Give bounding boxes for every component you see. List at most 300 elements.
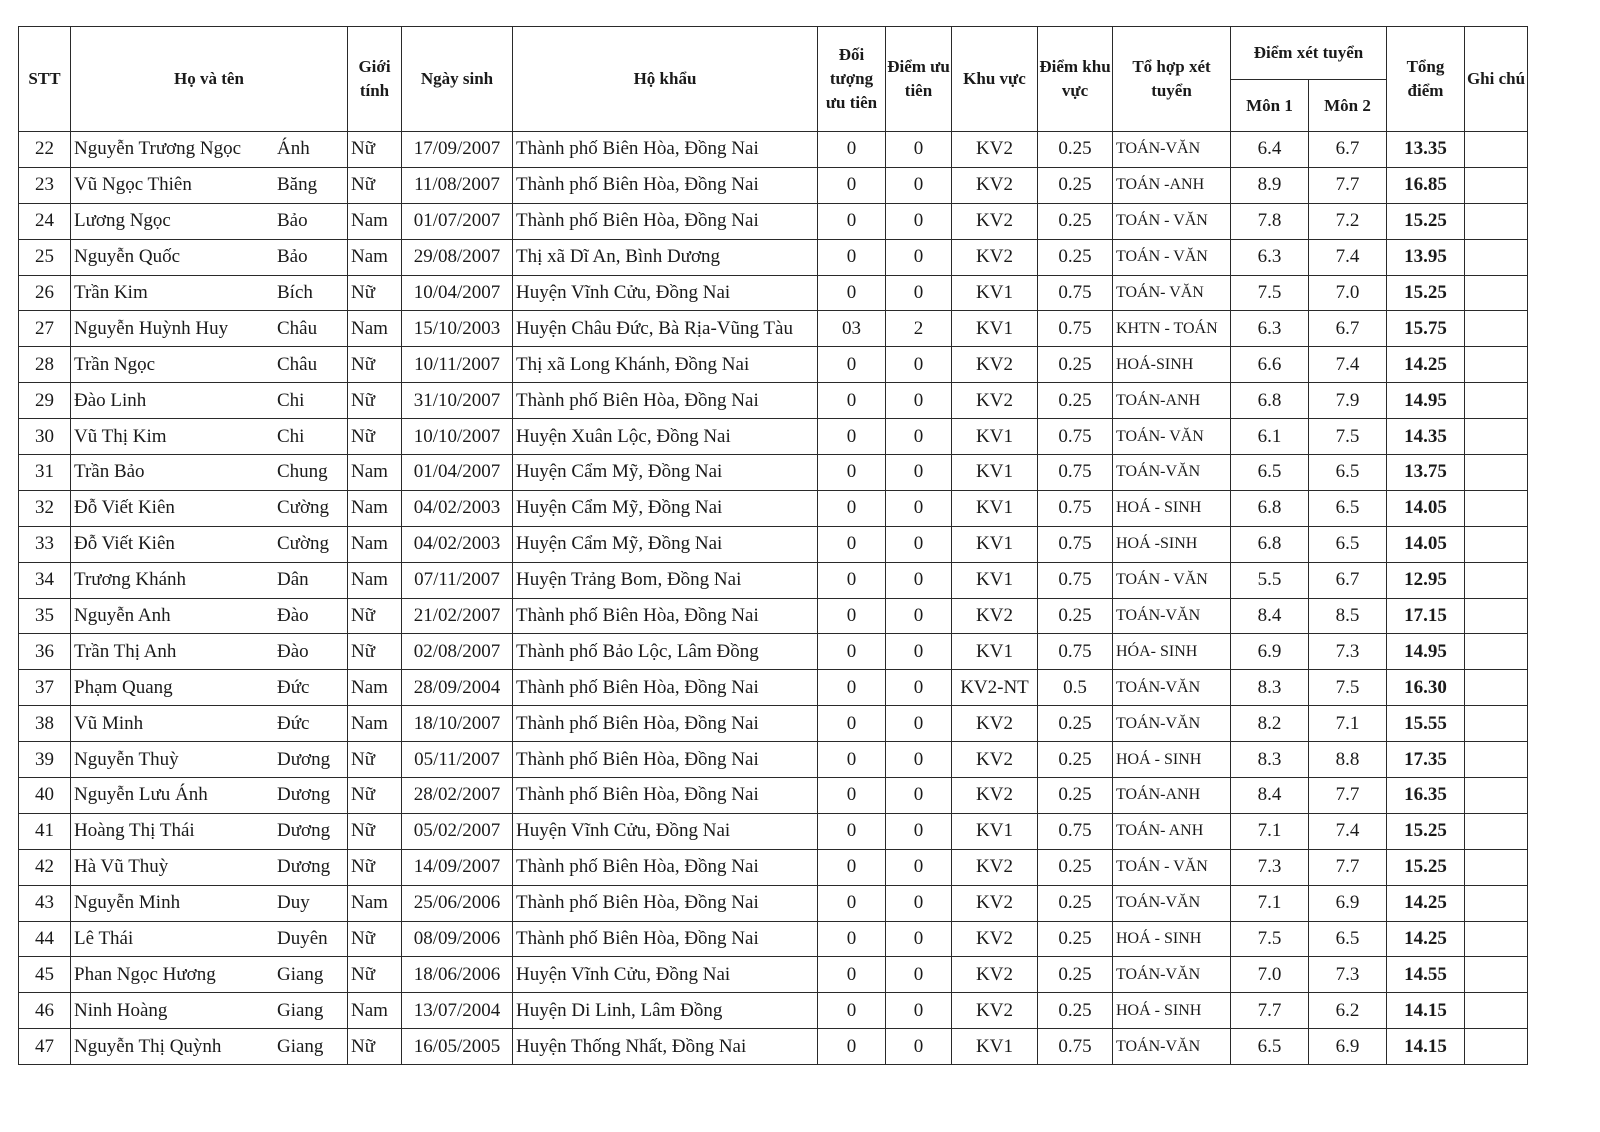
cell-stt: 35 [19,598,71,634]
cell-priority-group: 0 [818,490,886,526]
cell-subject1: 7.8 [1231,203,1309,239]
cell-stt: 24 [19,203,71,239]
cell-area: KV2-NT [952,670,1038,706]
cell-total: 15.75 [1387,311,1465,347]
cell-residence: Thành phố Bảo Lộc, Lâm Đồng [513,634,818,670]
cell-priority-score: 0 [886,490,952,526]
cell-priority-score: 0 [886,167,952,203]
cell-combination: TOÁN- VĂN [1113,275,1231,311]
cell-first-name: Đức [277,676,310,698]
cell-subject1: 6.4 [1231,132,1309,168]
cell-dob: 05/02/2007 [402,813,513,849]
cell-name [71,957,348,993]
cell-priority-score: 0 [886,993,952,1029]
cell-note [1465,849,1528,885]
cell-area: KV2 [952,132,1038,168]
cell-combination: TOÁN-VĂN [1113,598,1231,634]
cell-total: 14.05 [1387,526,1465,562]
cell-name [71,419,348,455]
cell-residence: Huyện Thống Nhất, Đồng Nai [513,1029,818,1065]
cell-dob: 28/02/2007 [402,778,513,814]
cell-area-score: 0.75 [1038,419,1113,455]
cell-area: KV2 [952,167,1038,203]
cell-total: 14.25 [1387,347,1465,383]
cell-area-score: 0.25 [1038,921,1113,957]
cell-dob: 31/10/2007 [402,383,513,419]
cell-priority-score: 0 [886,526,952,562]
cell-total: 14.25 [1387,885,1465,921]
cell-priority-group: 0 [818,347,886,383]
cell-last-name: Ninh Hoàng [74,999,168,1021]
cell-last-name: Phạm Quang [74,676,173,698]
cell-note [1465,706,1528,742]
cell-residence: Thị xã Dĩ An, Bình Dương [513,239,818,275]
cell-priority-score: 0 [886,203,952,239]
cell-combination: TOÁN - VĂN [1113,239,1231,275]
cell-stt: 40 [19,778,71,814]
cell-residence: Thành phố Biên Hòa, Đồng Nai [513,598,818,634]
cell-residence: Thành phố Biên Hòa, Đồng Nai [513,778,818,814]
cell-name [71,813,348,849]
cell-priority-group: 0 [818,383,886,419]
cell-combination: TOÁN- ANH [1113,813,1231,849]
cell-name [71,706,348,742]
cell-subject2: 6.5 [1309,921,1387,957]
cell-subject2: 7.2 [1309,203,1387,239]
header-subject2: Môn 2 [1309,80,1387,132]
cell-area-score: 0.75 [1038,1029,1113,1065]
cell-subject2: 7.1 [1309,706,1387,742]
cell-last-name: Hoàng Thị Thái [74,820,195,842]
cell-subject2: 7.7 [1309,167,1387,203]
table-row [19,132,1528,168]
cell-priority-group: 0 [818,167,886,203]
cell-total: 16.35 [1387,778,1465,814]
cell-priority-score: 0 [886,132,952,168]
cell-area-score: 0.25 [1038,239,1113,275]
cell-area-score: 0.75 [1038,490,1113,526]
header-area-score: Điểm khu vực [1038,27,1113,132]
cell-combination: TOÁN -ANH [1113,167,1231,203]
cell-dob: 01/04/2007 [402,455,513,491]
cell-dob: 04/02/2003 [402,490,513,526]
cell-stt: 46 [19,993,71,1029]
cell-priority-score: 0 [886,778,952,814]
cell-gender: Nữ [348,419,402,455]
cell-stt: 30 [19,419,71,455]
cell-area: KV1 [952,490,1038,526]
cell-total: 15.55 [1387,706,1465,742]
cell-residence: Huyện Di Linh, Lâm Đồng [513,993,818,1029]
cell-subject1: 6.3 [1231,311,1309,347]
cell-dob: 11/08/2007 [402,167,513,203]
header-area: Khu vực [952,27,1038,132]
cell-subject1: 8.3 [1231,670,1309,706]
table-row [19,203,1528,239]
cell-stt: 28 [19,347,71,383]
cell-stt: 36 [19,634,71,670]
cell-area-score: 0.75 [1038,275,1113,311]
cell-last-name: Nguyễn Thuỳ [74,748,179,770]
cell-first-name: Giang [277,999,324,1021]
cell-note [1465,1029,1528,1065]
cell-first-name: Dương [277,748,331,770]
cell-subject1: 6.3 [1231,239,1309,275]
cell-area: KV2 [952,239,1038,275]
cell-combination: TOÁN-VĂN [1113,132,1231,168]
cell-residence: Thành phố Biên Hòa, Đồng Nai [513,849,818,885]
cell-priority-group: 0 [818,778,886,814]
cell-name [71,455,348,491]
cell-first-name: Giang [277,1035,324,1057]
cell-combination: TOÁN-VĂN [1113,957,1231,993]
cell-combination: HOÁ - SINH [1113,993,1231,1029]
cell-area-score: 0.25 [1038,167,1113,203]
cell-priority-group: 0 [818,957,886,993]
cell-subject2: 6.7 [1309,311,1387,347]
cell-dob: 10/04/2007 [402,275,513,311]
cell-subject1: 7.1 [1231,885,1309,921]
cell-stt: 43 [19,885,71,921]
cell-total: 17.35 [1387,742,1465,778]
cell-subject2: 7.4 [1309,239,1387,275]
table-row [19,742,1528,778]
cell-residence: Huyện Vĩnh Cửu, Đồng Nai [513,275,818,311]
cell-dob: 15/10/2003 [402,311,513,347]
cell-subject2: 6.5 [1309,490,1387,526]
cell-first-name: Dương [277,820,331,842]
cell-last-name: Vũ Thị Kim [74,425,167,447]
cell-area-score: 0.75 [1038,455,1113,491]
cell-total: 16.85 [1387,167,1465,203]
cell-area: KV1 [952,419,1038,455]
cell-total: 14.25 [1387,921,1465,957]
cell-total: 12.95 [1387,562,1465,598]
cell-note [1465,275,1528,311]
cell-residence: Thành phố Biên Hòa, Đồng Nai [513,921,818,957]
cell-subject1: 6.5 [1231,1029,1309,1065]
cell-priority-score: 2 [886,311,952,347]
cell-area-score: 0.25 [1038,957,1113,993]
cell-gender: Nữ [348,1029,402,1065]
cell-dob: 08/09/2006 [402,921,513,957]
cell-subject1: 6.8 [1231,526,1309,562]
table-row [19,957,1528,993]
cell-residence: Huyện Cẩm Mỹ, Đồng Nai [513,490,818,526]
cell-area-score: 0.75 [1038,813,1113,849]
cell-combination: HOÁ - SINH [1113,921,1231,957]
cell-dob: 16/05/2005 [402,1029,513,1065]
cell-priority-group: 0 [818,526,886,562]
table-body [19,132,1528,1065]
table-header [19,27,1528,132]
cell-gender: Nữ [348,347,402,383]
cell-subject2: 6.5 [1309,455,1387,491]
cell-dob: 21/02/2007 [402,598,513,634]
cell-name [71,993,348,1029]
cell-priority-group: 0 [818,419,886,455]
cell-subject1: 7.7 [1231,993,1309,1029]
cell-combination: KHTN - TOÁN [1113,311,1231,347]
cell-priority-score: 0 [886,921,952,957]
cell-first-name: Ánh [277,138,310,160]
cell-subject1: 7.5 [1231,921,1309,957]
cell-priority-group: 0 [818,598,886,634]
cell-subject1: 7.3 [1231,849,1309,885]
table-row [19,347,1528,383]
cell-name [71,167,348,203]
cell-first-name: Chi [277,425,305,447]
cell-last-name: Vũ Ngọc Thiên [74,174,192,196]
cell-priority-group: 0 [818,203,886,239]
cell-first-name: Duyên [277,928,328,950]
cell-first-name: Đào [277,640,309,662]
cell-dob: 17/09/2007 [402,132,513,168]
cell-dob: 29/08/2007 [402,239,513,275]
cell-note [1465,634,1528,670]
cell-last-name: Hà Vũ Thuỳ [74,856,169,878]
cell-stt: 42 [19,849,71,885]
cell-subject2: 6.5 [1309,526,1387,562]
cell-residence: Thành phố Biên Hòa, Đồng Nai [513,132,818,168]
cell-first-name: Bảo [277,246,308,268]
cell-area: KV2 [952,921,1038,957]
cell-first-name: Dương [277,856,331,878]
cell-last-name: Lê Thái [74,928,134,950]
cell-priority-group: 0 [818,706,886,742]
cell-residence: Thành phố Biên Hòa, Đồng Nai [513,383,818,419]
cell-dob: 02/08/2007 [402,634,513,670]
cell-last-name: Đào Linh [74,389,147,411]
header-priority-score: Điểm ưu tiên [886,27,952,132]
cell-residence: Thành phố Biên Hòa, Đồng Nai [513,885,818,921]
table-row [19,1029,1528,1065]
cell-dob: 28/09/2004 [402,670,513,706]
cell-note [1465,419,1528,455]
cell-area: KV1 [952,455,1038,491]
cell-priority-group: 0 [818,813,886,849]
cell-note [1465,526,1528,562]
cell-residence: Huyện Châu Đức, Bà Rịa-Vũng Tàu [513,311,818,347]
cell-subject1: 7.1 [1231,813,1309,849]
cell-combination: TOÁN-ANH [1113,383,1231,419]
table-row [19,526,1528,562]
table-row [19,849,1528,885]
cell-last-name: Đỗ Viết Kiên [74,533,175,555]
cell-note [1465,455,1528,491]
cell-priority-score: 0 [886,849,952,885]
cell-combination: TOÁN - VĂN [1113,849,1231,885]
cell-last-name: Nguyễn Huỳnh Huy [74,317,229,339]
cell-gender: Nữ [348,813,402,849]
table-row [19,239,1528,275]
cell-total: 15.25 [1387,275,1465,311]
cell-subject2: 6.7 [1309,132,1387,168]
cell-total: 13.75 [1387,455,1465,491]
cell-area-score: 0.25 [1038,706,1113,742]
cell-subject1: 7.5 [1231,275,1309,311]
cell-note [1465,993,1528,1029]
cell-first-name: Chi [277,389,305,411]
cell-gender: Nam [348,706,402,742]
cell-dob: 04/02/2003 [402,526,513,562]
header-name: Họ và tên [71,27,348,132]
cell-note [1465,778,1528,814]
cell-first-name: Châu [277,353,318,375]
cell-note [1465,203,1528,239]
cell-total: 14.55 [1387,957,1465,993]
cell-combination: TOÁN-VĂN [1113,455,1231,491]
header-total: Tổng điểm [1387,27,1465,132]
cell-note [1465,239,1528,275]
cell-subject2: 8.5 [1309,598,1387,634]
cell-note [1465,885,1528,921]
cell-gender: Nam [348,203,402,239]
admission-list-sheet [18,26,1528,1065]
cell-area: KV2 [952,993,1038,1029]
cell-subject2: 6.9 [1309,1029,1387,1065]
cell-subject1: 8.9 [1231,167,1309,203]
cell-first-name: Dân [277,569,309,591]
cell-priority-score: 0 [886,706,952,742]
cell-last-name: Nguyễn Lưu Ánh [74,784,208,806]
cell-area: KV1 [952,634,1038,670]
cell-gender: Nam [348,490,402,526]
cell-subject1: 6.6 [1231,347,1309,383]
cell-gender: Nam [348,455,402,491]
cell-name [71,1029,348,1065]
cell-gender: Nữ [348,778,402,814]
cell-subject1: 6.8 [1231,383,1309,419]
cell-total: 15.25 [1387,849,1465,885]
cell-dob: 13/07/2004 [402,993,513,1029]
cell-area-score: 0.25 [1038,885,1113,921]
cell-subject1: 8.4 [1231,598,1309,634]
cell-area: KV1 [952,311,1038,347]
cell-stt: 26 [19,275,71,311]
cell-name [71,203,348,239]
cell-note [1465,490,1528,526]
cell-note [1465,921,1528,957]
cell-subject2: 6.2 [1309,993,1387,1029]
cell-total: 15.25 [1387,203,1465,239]
cell-area-score: 0.25 [1038,742,1113,778]
cell-priority-group: 0 [818,239,886,275]
table-row [19,813,1528,849]
cell-area: KV2 [952,598,1038,634]
cell-subject1: 7.0 [1231,957,1309,993]
cell-first-name: Dương [277,784,331,806]
admission-table [18,26,1528,1065]
cell-stt: 23 [19,167,71,203]
cell-note [1465,742,1528,778]
cell-name [71,562,348,598]
cell-area: KV2 [952,706,1038,742]
table-row [19,419,1528,455]
cell-last-name: Nguyễn Anh [74,605,171,627]
cell-stt: 33 [19,526,71,562]
cell-area: KV1 [952,1029,1038,1065]
cell-area-score: 0.75 [1038,634,1113,670]
cell-subject1: 8.4 [1231,778,1309,814]
cell-last-name: Đỗ Viết Kiên [74,497,175,519]
cell-name [71,275,348,311]
table-row [19,311,1528,347]
cell-last-name: Nguyễn Quốc [74,246,181,268]
cell-gender: Nữ [348,598,402,634]
cell-priority-score: 0 [886,813,952,849]
cell-first-name: Băng [277,174,318,196]
cell-subject2: 7.4 [1309,347,1387,383]
cell-first-name: Chung [277,461,328,483]
cell-name [71,885,348,921]
cell-priority-group: 0 [818,1029,886,1065]
cell-residence: Thành phố Biên Hòa, Đồng Nai [513,203,818,239]
cell-last-name: Lương Ngọc [74,210,171,232]
cell-last-name: Nguyễn Thị Quỳnh [74,1035,222,1057]
cell-residence: Thành phố Biên Hòa, Đồng Nai [513,742,818,778]
cell-note [1465,383,1528,419]
cell-last-name: Trương Khánh [74,569,187,591]
cell-priority-score: 0 [886,383,952,419]
cell-total: 14.15 [1387,1029,1465,1065]
cell-residence: Thành phố Biên Hòa, Đồng Nai [513,706,818,742]
cell-priority-score: 0 [886,562,952,598]
cell-gender: Nam [348,311,402,347]
table-row [19,993,1528,1029]
table-row [19,634,1528,670]
cell-priority-score: 0 [886,634,952,670]
cell-residence: Huyện Vĩnh Cửu, Đồng Nai [513,813,818,849]
cell-gender: Nam [348,526,402,562]
cell-residence: Huyện Vĩnh Cửu, Đồng Nai [513,957,818,993]
cell-subject2: 7.7 [1309,849,1387,885]
cell-gender: Nữ [348,849,402,885]
cell-first-name: Châu [277,317,318,339]
cell-subject1: 6.8 [1231,490,1309,526]
cell-name [71,634,348,670]
table-row [19,455,1528,491]
cell-priority-group: 0 [818,562,886,598]
header-residence: Hộ khẩu [513,27,818,132]
cell-name [71,742,348,778]
cell-dob: 25/06/2006 [402,885,513,921]
cell-subject2: 7.5 [1309,419,1387,455]
cell-stt: 39 [19,742,71,778]
cell-note [1465,347,1528,383]
cell-subject1: 6.9 [1231,634,1309,670]
cell-priority-group: 0 [818,275,886,311]
cell-stt: 29 [19,383,71,419]
cell-area: KV1 [952,526,1038,562]
cell-priority-score: 0 [886,275,952,311]
cell-name [71,778,348,814]
cell-combination: HOÁ - SINH [1113,490,1231,526]
cell-priority-group: 0 [818,885,886,921]
cell-priority-score: 0 [886,419,952,455]
cell-last-name: Phan Ngọc Hương [74,963,216,985]
cell-combination: TOÁN - VĂN [1113,203,1231,239]
cell-name [71,239,348,275]
cell-dob: 05/11/2007 [402,742,513,778]
cell-combination: HOÁ - SINH [1113,742,1231,778]
cell-combination: HOÁ -SINH [1113,526,1231,562]
cell-priority-group: 0 [818,849,886,885]
cell-residence: Huyện Cẩm Mỹ, Đồng Nai [513,455,818,491]
cell-gender: Nữ [348,742,402,778]
cell-total: 16.30 [1387,670,1465,706]
cell-stt: 47 [19,1029,71,1065]
